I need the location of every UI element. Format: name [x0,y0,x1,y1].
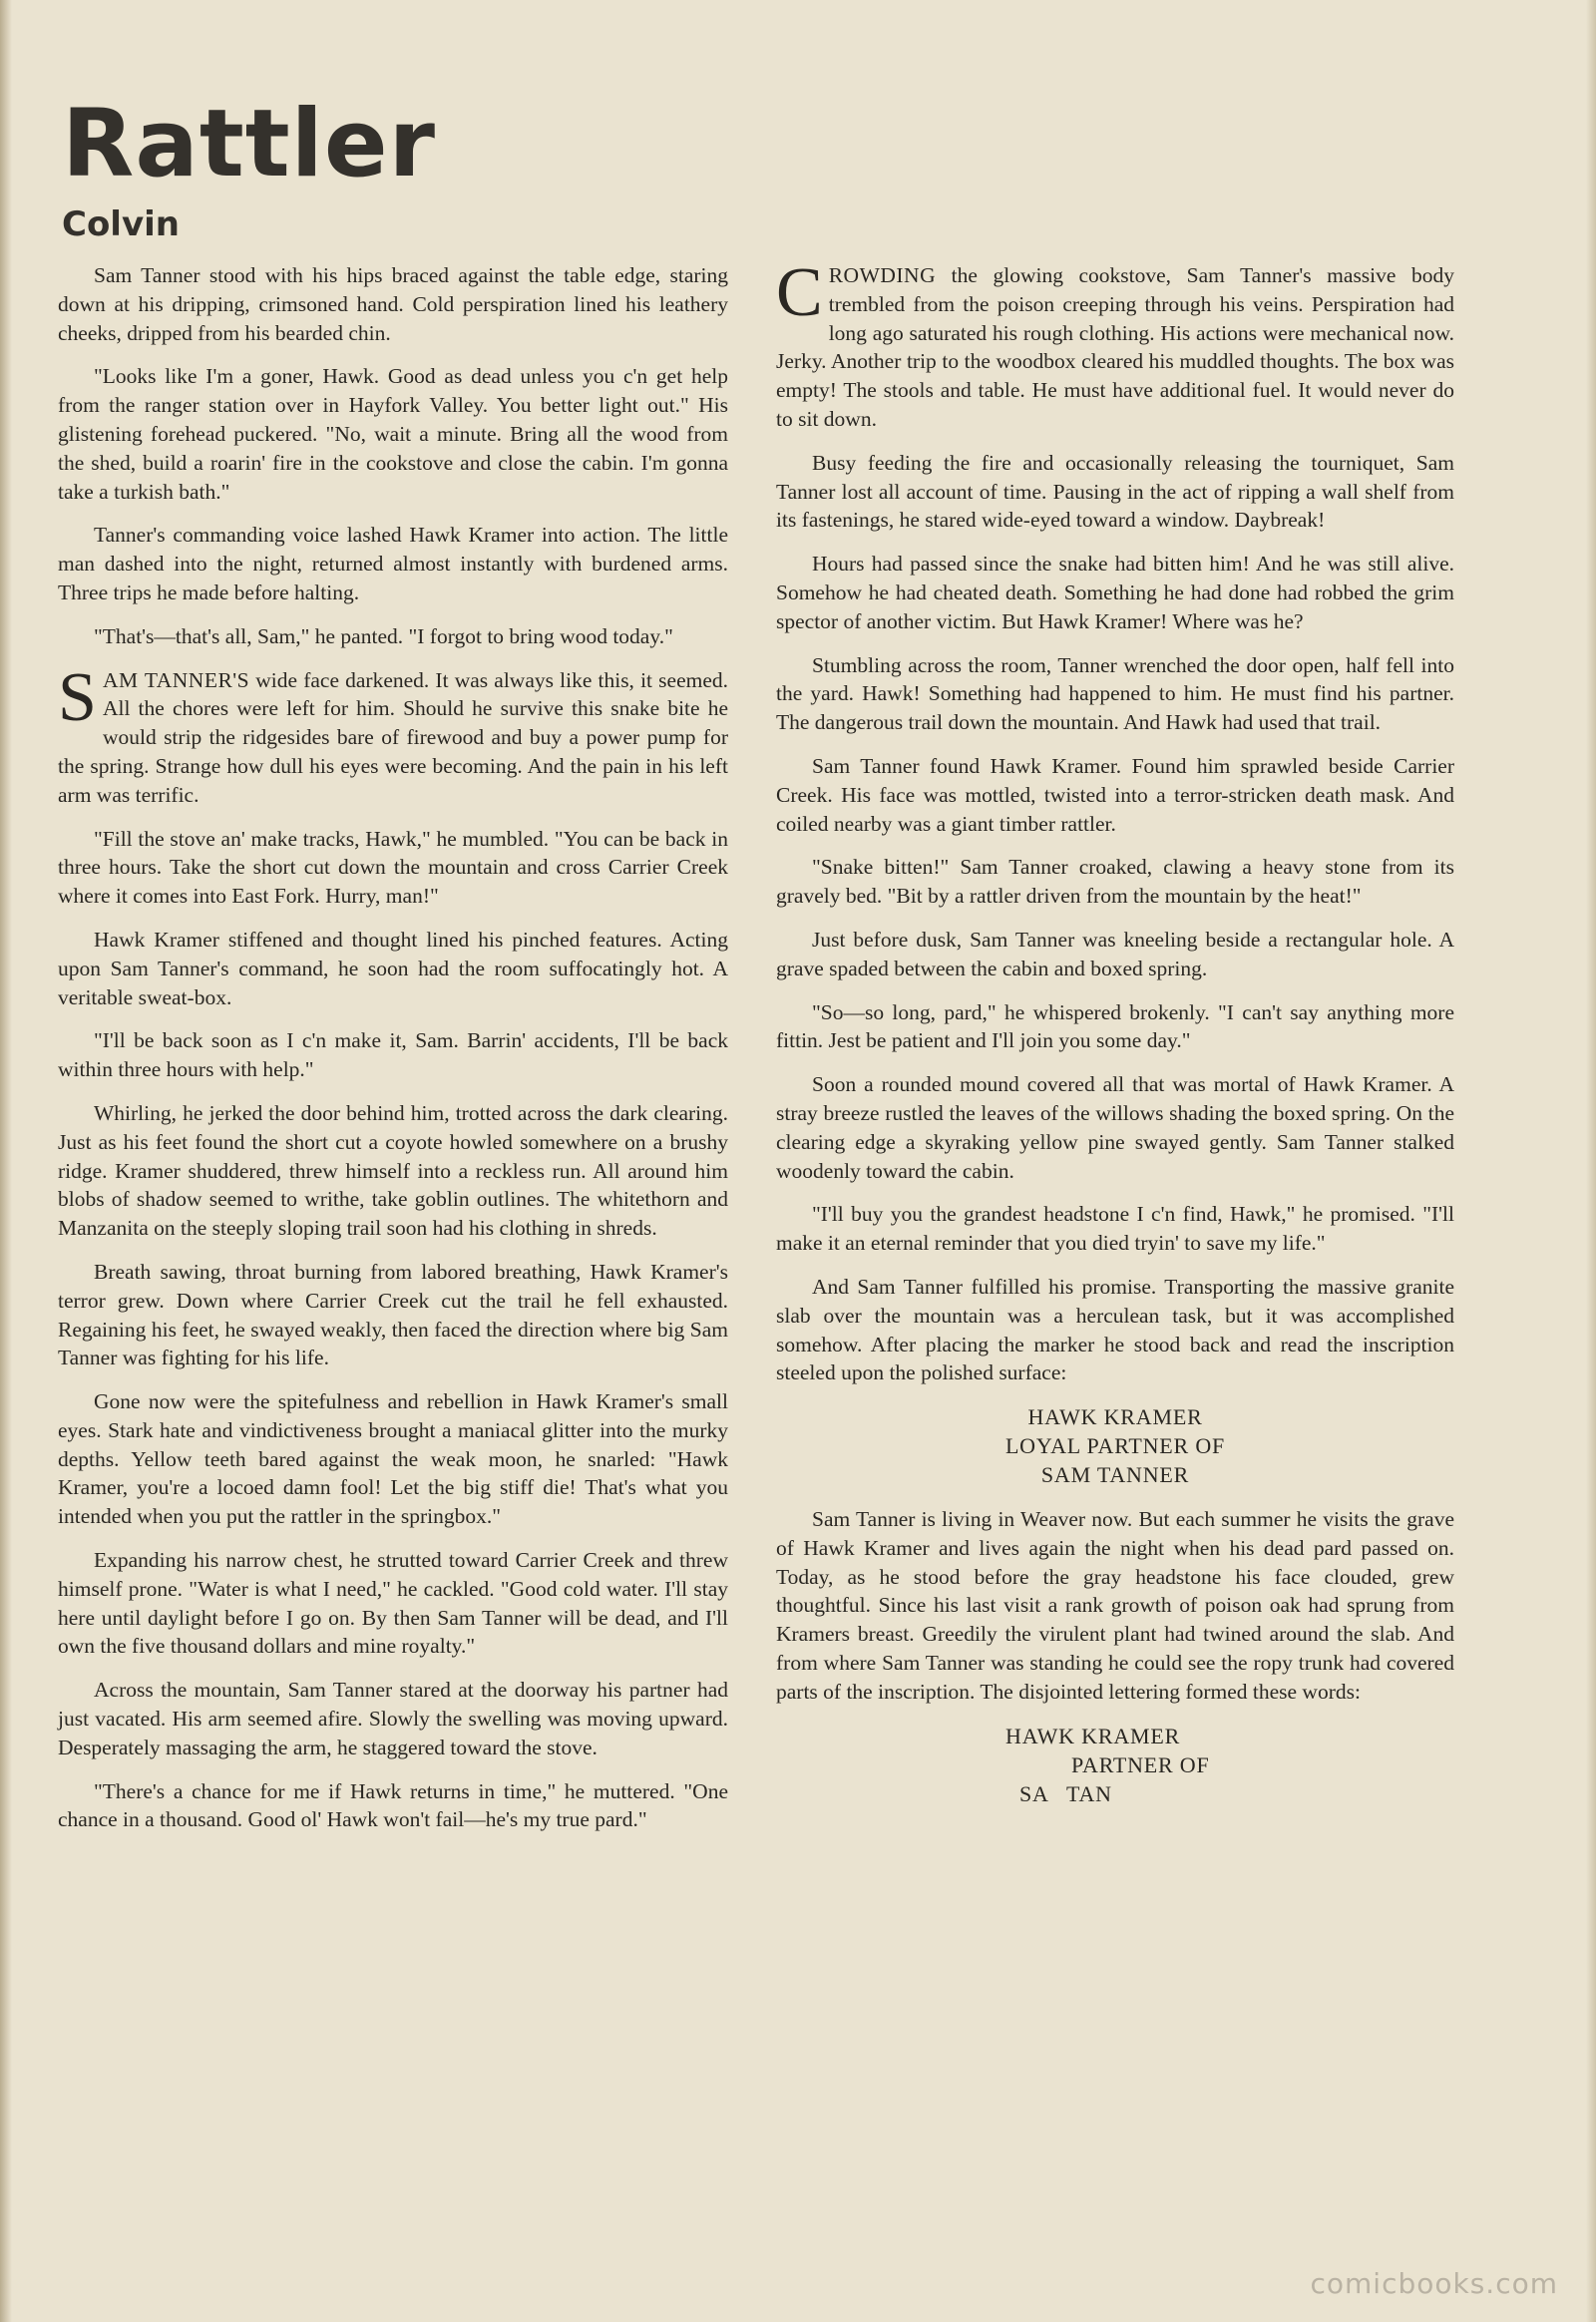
right-column [776,254,1454,1808]
paragraph: Gone now were the spitefulness and rebellion in Hawk Kramer's small eyes. Stark hate and vindictiveness brought a maniacal glitter into the murky depths. Yellow teeth bared against the weak moon, he snarled: "Hawk Kramer, you're a locoed damn fool! Let the big stiff die! That's what you intended when you put the rattler in the springbox." [58,1389,728,1529]
paragraph: Tanner's commanding voice lashed Hawk Kramer into action. The little man dashed into the night, returned almost instantly with burdened arms. Three trips he made before halting. [58,523,728,604]
paragraph: And Sam Tanner fulfilled his promise. Transporting the massive granite slab over the mountain was a herculean task, but it was accomplished somehow. After placing the marker he stood back and read the inscription steeled upon the polished surface: [776,1274,1454,1385]
paragraph: Sam Tanner stood with his hips braced against the table edge, staring down at his dripping, crimsoned hand. Cold perspiration lined his leathery cheeks, dripped from his bearded chin. [58,263,728,345]
paragraph: "Fill the stove an' make tracks, Hawk," he mumbled. "You can be back in three hours. Take the short cut down the mountain and cross Carrier Creek where it comes into East Fork. Hurry, man!" [58,826,728,909]
paragraph: Stumbling across the room, Tanner wrenched the door open, half fell into the yard. Hawk! Something had happened to him. He must find his partner. The dangerous trail down the mountain. And Hawk had used that trail. [776,652,1454,735]
inscription-line: LOYAL PARTNER OF [1004,1433,1226,1459]
article-author: Colvin [62,204,180,244]
watermark: comicbooks.com [1310,2267,1558,2300]
paragraph: Just before dusk, Sam Tanner was kneeling beside a rectangular hole. A grave spaded between the cabin and boxed spring. [776,927,1454,980]
section-paragraph [58,658,729,810]
paragraph: Hawk Kramer stiffened and thought lined his pinched features. Acting upon Sam Tanner's command, he soon had the room suffocatingly hot. A veritable sweat-box. [58,927,728,1009]
paragraph: "Snake bitten!" Sam Tanner croaked, clawing a heavy stone from its gravely bed. "Bit by a rattler driven from the mountain by the heat!" [776,855,1454,909]
paragraph: "There's a chance for me if Hawk returns in time," he muttered. "One chance in a thousand. Good ol' Hawk won't fail—he's my true pard." [58,1778,728,1832]
paragraph: Breath sawing, throat burning from labored breathing, Hawk Kramer's terror grew. Down where Carrier Creek cut the trail he fell exhausted. Regaining his feet, he swayed weakly, then faced the direction where big Sam Tanner was fighting for his life. [58,1259,728,1370]
paragraph: Sam Tanner is living in Weaver now. But each summer he visits the grave of Hawk Kramer and lives again the night when his dead pard passed on. Today, as he stood before the gray headstone his face clouded, grew thoughtful. Since his last visit a rank growth of poison oak had sprung from Kramers breast. Greedily the virulent plant had twined around the slab. And from where Sam Tanner was standing he could see the ropy trunk had covered parts of the inscription. The disjointed lettering formed these words: [776,1507,1454,1704]
paragraph: "I'll be back soon as I c'n make it, Sam. Barrin' accidents, I'll be back within three hours with help." [58,1028,728,1082]
partial-inscription [776,1722,1454,1808]
paragraph: "That's—that's all, Sam," he panted. "I forgot to bring wood today." [94,623,673,648]
inscription-line: SAM TANNER [1040,1462,1190,1488]
paragraph: "I'll buy you the grandest headstone I c'n find, Hawk," he promised. "I'll make it an eternal reminder that you died tryin' to save my life." [776,1202,1454,1256]
lead-in-caps: AM TANNER'S [102,667,250,692]
paragraph: Whirling, he jerked the door behind him, trotted across the dark clearing. Just as his feet found the short cut a coyote howled somewhere on a brushy ridge. Kramer shuddered, threw himself into a reckless run. All around him blobs of shadow seemed to writhe, take goblin outlines. The whitethorn and Manzanita on the steeply sloping trail soon had his clothing in shreds. [58,1100,728,1241]
paragraph-text: wide face darkened. It was always like this, it seemed. All the chores were left for him. Should he survive this snake bite he would strip the ridgesides bare of firewood and buy a power pump for the spring. Strange how dull his eyes were becoming. And the pain in his left arm was terrific. [58,667,729,807]
drop-cap: S [58,658,97,736]
partial-inscription-line: HAWK KRAMER [1005,1723,1181,1748]
drop-cap: C [776,254,823,331]
paragraph: "Looks like I'm a goner, Hawk. Good as dead unless you c'n get help from the ranger station over in Hayfork Valley. You better light out." His glistening forehead puckered. "No, wait a minute. Bring all the wood from the shed, build a roarin' fire in the cookstove and close the cabin. I'm gonna take a turkish bath." [58,364,728,504]
paragraph: "So—so long, pard," he whispered brokenly. "I can't say anything more fittin. Jest be patient and I'll join you some day." [776,999,1454,1053]
partial-inscription-line: SA TAN [1019,1780,1112,1806]
page-left-edge [0,0,12,2322]
paragraph: Hours had passed since the snake had bitten him! And he was still alive. Somehow he had cheated death. Something he had done had robbed the grim spector of another victim. But Hawk Kramer! Where was he? [776,552,1454,633]
partial-inscription-line: PARTNER OF [1071,1751,1210,1777]
lead-in-caps: ROWDING [828,263,937,287]
page-right-edge [1586,0,1596,2322]
headstone-inscription [776,1402,1454,1489]
paragraph: Busy feeding the fire and occasionally releasing the tourniquet, Sam Tanner lost all account of time. Pausing in the act of ripping a wall shelf from its fastenings, he stared wide-eyed toward a window. Daybreak! [776,450,1454,533]
inscription-line: HAWK KRAMER [1027,1404,1203,1430]
left-column [58,261,728,1849]
paragraph: Sam Tanner found Hawk Kramer. Found him sprawled beside Carrier Creek. His face was mottled, twisted into a terror-stricken death mask. And coiled nearby was a giant timber rattler. [776,753,1454,836]
section-paragraph [776,254,1454,434]
paragraph: Soon a rounded mound covered all that was mortal of Hawk Kramer. A stray breeze rustled the leaves of the willows shading the boxed spring. On the clearing edge a skyraking yellow pine swayed gently. Sam Tanner stalked woodenly toward the cabin. [776,1072,1454,1183]
paragraph: Expanding his narrow chest, he strutted toward Carrier Creek and threw himself prone. "Water is what I need," he cackled. "Good cold water. I'll stay here until daylight before I go on. By then Sam Tanner will be dead, and I'll own the five thousand dollars and mine royalty." [58,1548,728,1659]
article-title: Rattler [62,90,437,198]
paragraph-text: the glowing cookstove, Sam Tanner's massive body trembled from the poison creeping through his veins. Perspiration had long ago saturated his rough clothing. His actions were mechanical now. Jerky. Another trip to the woodbox cleared his muddled thoughts. The box was empty! The stools and table. He must have additional fuel. It would never do to sit down. [776,263,1454,431]
paragraph: Across the mountain, Sam Tanner stared at the doorway his partner had just vacated. His arm seemed afire. Slowly the swelling was moving upward. Desperately massaging the arm, he staggered toward the stove. [58,1678,728,1759]
